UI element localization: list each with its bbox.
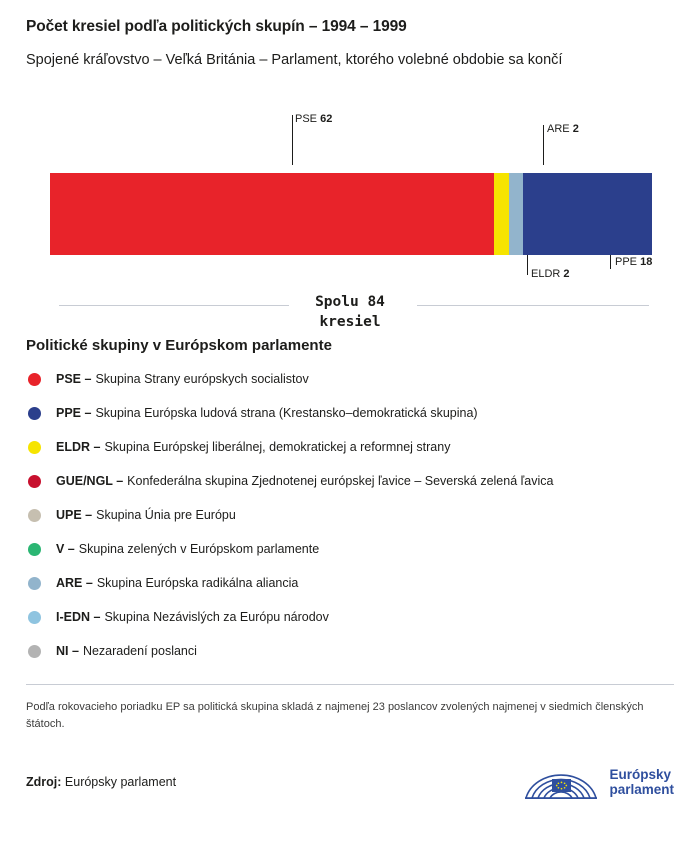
legend-item-ni [26, 634, 674, 668]
source-text [26, 775, 176, 789]
total-seats-text: Spolu 84 kresiel [315, 294, 385, 330]
legend-item-upe [26, 498, 674, 532]
legend-desc: Skupina Nezávislých za Európu národov [104, 610, 329, 625]
legend-desc: Konfederálna skupina Zjednotenej európskej ľavice – Severská zelená ľavica [127, 474, 554, 489]
color-swatch-icon [28, 475, 41, 488]
legend-abbr: I-EDN – [56, 610, 101, 625]
seat-distribution-chart [26, 113, 674, 281]
legend-abbr: GUE/NGL – [56, 474, 124, 489]
legend-item-eldr [26, 430, 674, 464]
chart-tick-ppe [610, 255, 611, 269]
chart-label-ppe: PPE 18 [615, 256, 653, 269]
color-swatch-icon [28, 611, 41, 624]
legend-desc: Skupina Európskej liberálnej, demokratickej a reformnej strany [104, 440, 451, 455]
legend-desc: Skupina Európska ludová strana (Krestansko–demokratická skupina) [95, 406, 478, 421]
color-swatch-icon [28, 543, 41, 556]
chart-label-are: ARE 2 [547, 123, 579, 136]
hemicycle-icon [522, 762, 600, 802]
source-label: Zdroj: [26, 775, 62, 790]
legend-desc: Nezaradení poslanci [82, 644, 197, 659]
page-title: Počet kresiel podľa politických skupín – 1994 – 1999 [26, 18, 407, 35]
bar-segment-pse [50, 173, 494, 255]
legend-title: Politické skupiny v Európskom parlamente [26, 337, 332, 355]
logo-line-1: Európsky [609, 766, 671, 782]
color-swatch-icon [28, 373, 41, 386]
chart-tick-are [543, 125, 544, 165]
page-subtitle: Spojené kráľovstvo – Veľká Británia – Parlament, ktorého volebné obdobie sa končí [26, 52, 563, 68]
legend-item-are [26, 566, 674, 600]
footer-divider [26, 684, 674, 685]
color-swatch-icon [28, 509, 41, 522]
legend-item-pse [26, 362, 674, 396]
chart-label-pse: PSE 62 [295, 113, 333, 126]
logo-text [609, 767, 674, 798]
bar-segment-ppe [523, 173, 652, 255]
bar-segment-are [509, 173, 523, 255]
color-swatch-icon [28, 577, 41, 590]
legend-item-gue-ngl [26, 464, 674, 498]
total-seats [26, 281, 674, 329]
chart-label-eldr: ELDR 2 [531, 268, 570, 281]
legend-item-ppe [26, 396, 674, 430]
legend-desc: Skupina zelených v Európskom parlamente [78, 542, 320, 557]
color-swatch-icon [28, 645, 41, 658]
color-swatch-icon [28, 441, 41, 454]
chart-tick-eldr [527, 255, 528, 275]
stacked-bar [50, 173, 652, 255]
footnote: Podľa rokovacieho poriadku EP sa politická skupina skladá z najmenej 23 poslancov zvolených najmenej v siedmich členských štátoch. [26, 701, 644, 730]
legend [26, 362, 674, 668]
legend-desc: Skupina Únia pre Európu [96, 508, 236, 523]
legend-abbr: ARE – [56, 576, 93, 591]
color-swatch-icon [28, 407, 41, 420]
legend-abbr: ELDR – [56, 440, 101, 455]
legend-abbr: UPE – [56, 508, 93, 523]
chart-tick-pse [292, 115, 293, 165]
logo-line-2: parlament [609, 782, 674, 798]
bar-segment-eldr [494, 173, 508, 255]
legend-abbr: NI – [56, 644, 79, 659]
legend-abbr: PSE – [56, 372, 92, 387]
legend-item-v [26, 532, 674, 566]
source-value: Európsky parlament [64, 775, 177, 790]
legend-desc: Skupina Európska radikálna aliancia [96, 576, 299, 591]
legend-item-i-edn [26, 600, 674, 634]
legend-abbr: PPE – [56, 406, 92, 421]
source-row [26, 762, 674, 802]
european-parliament-logo [522, 762, 674, 802]
legend-abbr: V – [56, 542, 75, 557]
legend-desc: Skupina Strany európskych socialistov [95, 372, 309, 387]
